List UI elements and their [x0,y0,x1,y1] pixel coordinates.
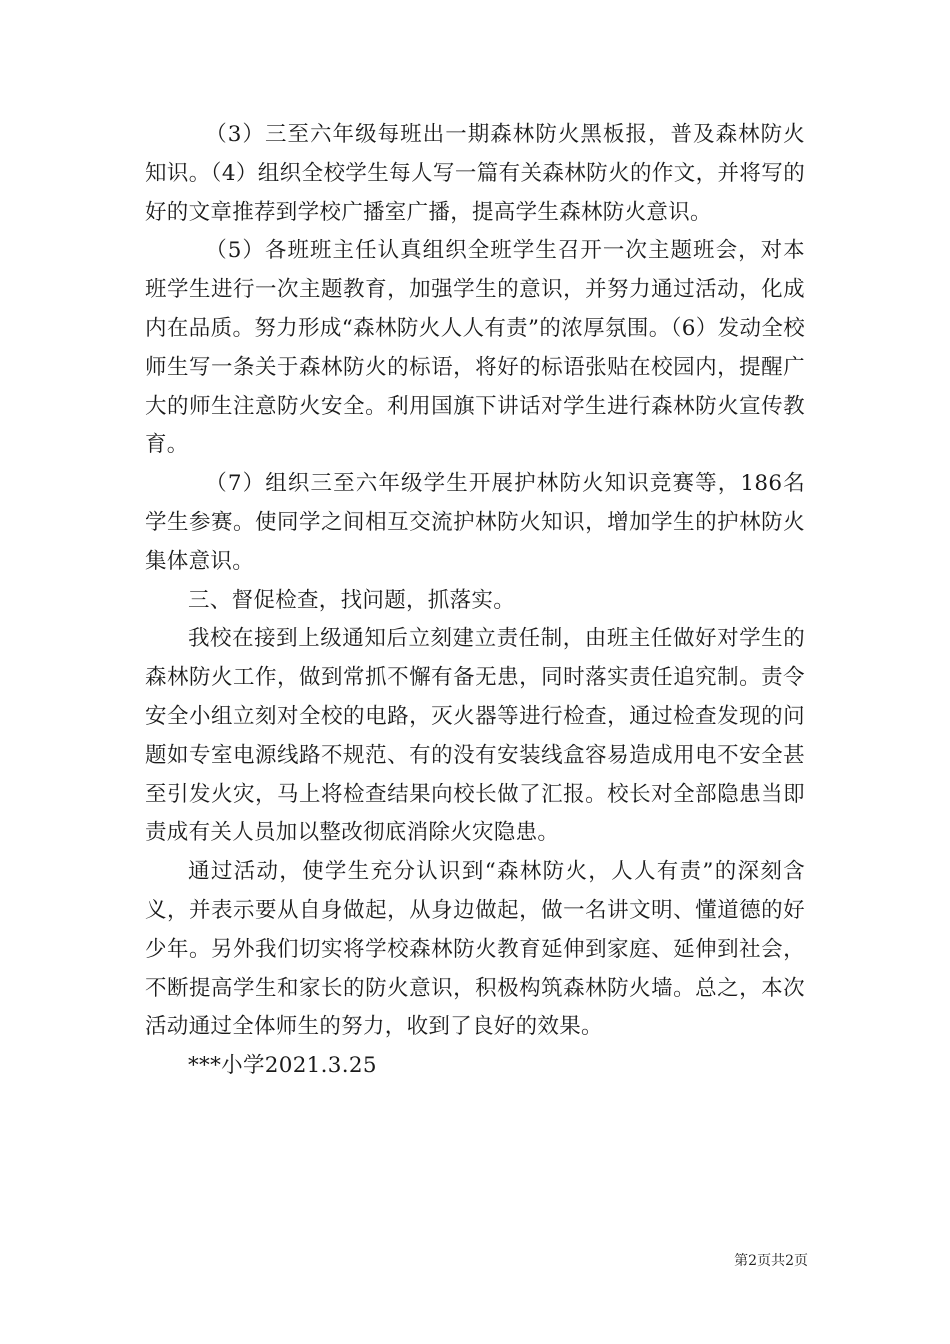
paragraph-activities-3-4: （3）三至六年级每班出一期森林防火黑板报，普及森林防火知识。（4）组织全校学生每人写一篇有关森林防火的作文，并将写的好的文章推荐到学校广播室广播，提高学生森林防火意识。 [145,122,805,225]
paragraph-activities-5-6: （5）各班班主任认真组织全班学生召开一次主题班会，对本班学生进行一次主题教育，加强学生的意识，并努力通过活动，化成内在品质。努力形成“森林防火人人有责”的浓厚氛围。（6）发动全校师生写一条关于森林防火的标语，将好的标语张贴在校园内，提醒广大的师生注意防火安全。利用国旗下讲话对学生进行森林防火宣传教育。 [145,238,805,458]
paragraph-inspection: 我校在接到上级通知后立刻建立责任制，由班主任做好对学生的森林防火工作，做到常抓不懈有备无患，同时落实责任追究制。责令安全小组立刻对全校的电路，灭火器等进行检查，通过检查发现的问题如专室电源线路不规范、有的没有安装线盒容易造成用电不安全甚至引发火灾，马上将检查结果向校长做了汇报。校长对全部隐患当即责成有关人员加以整改彻底消除火灾隐患。 [145,626,805,846]
section-heading-inspection: 三、督促检查，找问题，抓落实。 [188,587,516,613]
paragraph-conclusion: 通过活动，使学生充分认识到“森林防火，人人有责”的深刻含义，并表示要从自身做起，从身边做起，做一名讲文明、懂道德的好少年。另外我们切实将学校森林防火教育延伸到家庭、延伸到社会，不断提高学生和家长的防火意识，积极构筑森林防火墙。总之，本次活动通过全体师生的努力，收到了良好的效果。 [145,859,805,1040]
signature-date: ***小学2021.3.25 [188,1053,377,1079]
document-body [145,116,805,1086]
page-number: 第2页共2页 [734,1253,808,1269]
paragraph-activity-7: （7）组织三至六年级学生开展护林防火知识竞赛等，186名学生参赛。使同学之间相互交流护林防火知识，增加学生的护林防火集体意识。 [145,471,805,574]
